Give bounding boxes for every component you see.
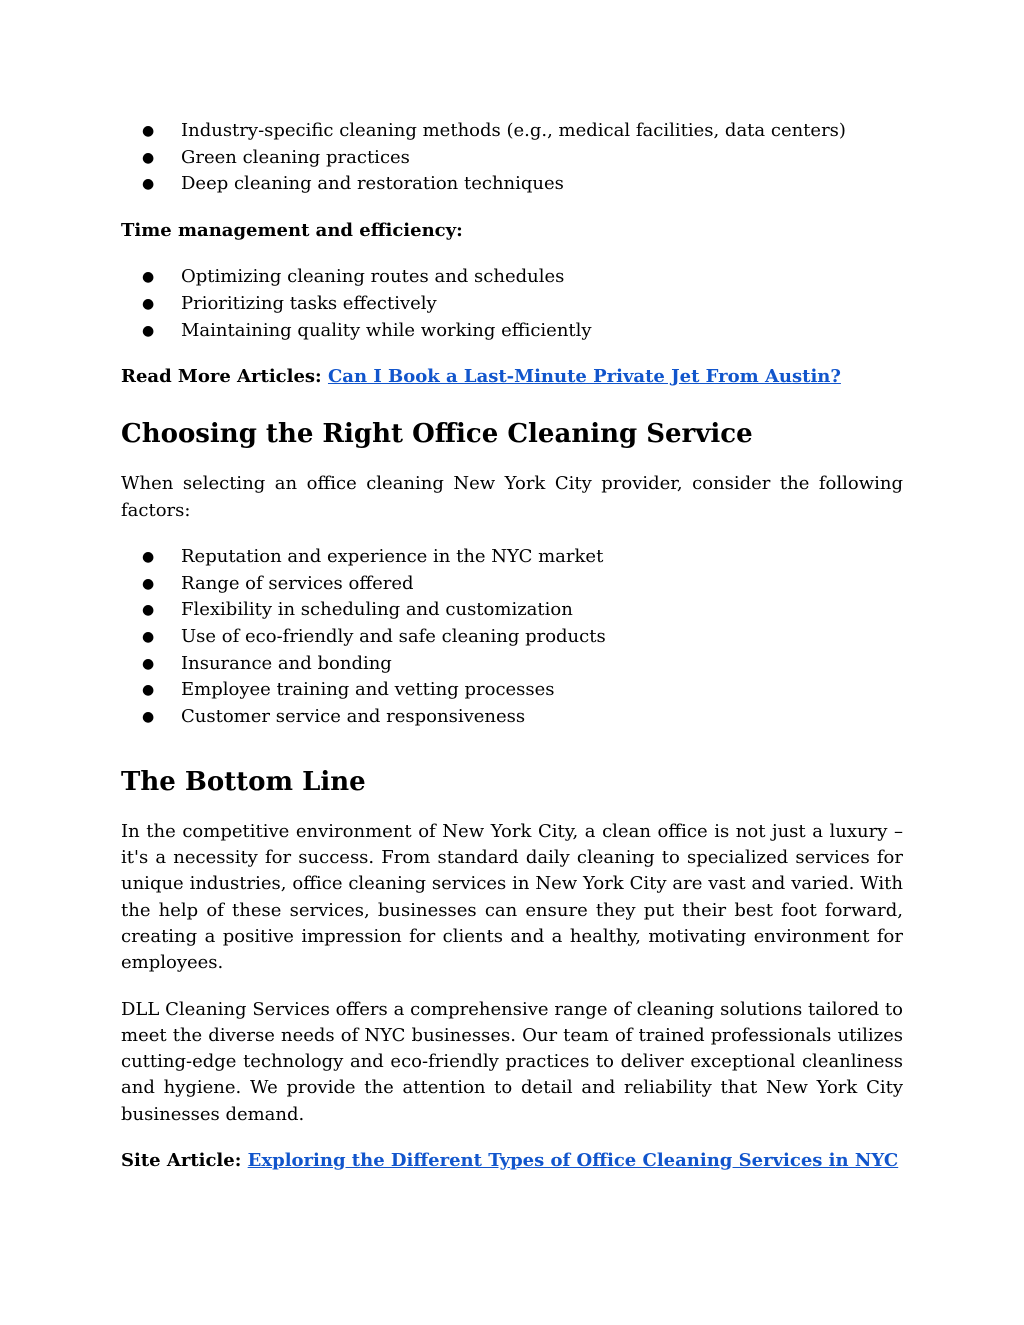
bullet-icon: ● (142, 322, 155, 339)
list-item: ● Maintaining quality while working efficiently (121, 318, 903, 345)
bullet-icon: ● (142, 548, 155, 565)
choosing-intro: When selecting an office cleaning New York City provider, consider the following factors: (121, 473, 903, 521)
document-page (121, 118, 903, 1174)
bottom-line-heading: The Bottom Line (121, 766, 366, 797)
bullet-icon: ● (142, 295, 155, 312)
bullet-icon: ● (142, 575, 155, 592)
bullet-icon: ● (142, 602, 155, 619)
read-more-line (121, 364, 903, 390)
bullet-icon: ● (142, 269, 155, 286)
choosing-heading: Choosing the Right Office Cleaning Service (121, 419, 753, 450)
bullet-icon: ● (142, 682, 155, 699)
list-item: ● Employee training and vetting processes (121, 677, 903, 704)
list-item: ● Use of eco-friendly and safe cleaning products (121, 624, 903, 651)
list-item: ● Deep cleaning and restoration techniques (121, 171, 903, 198)
bottom-line-paragraph-1: In the competitive environment of New York City, a clean office is not just a luxury – it's a necessity for success. From standard daily cleaning to specialized services for unique industries, office cleaning services in New York City are vast and varied. With the help of these services, businesses can ensure they put their best foot forward, creating a positive impression for clients and a healthy, motivating environment for employees. (121, 820, 903, 974)
bullet-icon: ● (142, 176, 155, 193)
list-item: ● Green cleaning practices (121, 145, 903, 172)
read-more-link[interactable]: Can I Book a Last-Minute Private Jet From Austin? (327, 366, 841, 388)
cleaning-methods-list (121, 118, 903, 198)
list-item: ● Industry-specific cleaning methods (e.g., medical facilities, data centers) (121, 118, 903, 145)
bullet-icon: ● (142, 149, 155, 166)
site-article-link[interactable]: Exploring the Different Types of Office Cleaning Services in NYC (247, 1150, 899, 1171)
list-item: ● Range of services offered (121, 571, 903, 598)
site-article-line (121, 1148, 903, 1174)
list-item: ● Customer service and responsiveness (121, 704, 903, 731)
list-item: ● Insurance and bonding (121, 651, 903, 678)
bullet-icon: ● (142, 709, 155, 726)
read-more-label: Read More Articles: (121, 366, 322, 388)
site-article-label: Site Article: (121, 1150, 242, 1171)
bullet-icon: ● (142, 628, 155, 645)
time-management-list (121, 264, 903, 344)
bullet-icon: ● (142, 123, 155, 139)
choosing-factors-list (121, 544, 903, 731)
list-item: ● Flexibility in scheduling and customization (121, 597, 903, 624)
list-item: ● Prioritizing tasks effectively (121, 291, 903, 318)
time-management-heading: Time management and efficiency: (121, 220, 463, 242)
list-item: ● Optimizing cleaning routes and schedules (121, 264, 903, 291)
list-item: ● Reputation and experience in the NYC market (121, 544, 903, 571)
bottom-line-paragraph-2: DLL Cleaning Services offers a comprehensive range of cleaning solutions tailored to meet the diverse needs of NYC businesses. Our team of trained professionals utilizes cutting-edge technology and eco-friendly practices to deliver exceptional cleanliness and hygiene. We provide the attention to detail and reliability that New York City businesses demand. (121, 998, 903, 1125)
bullet-icon: ● (142, 655, 155, 672)
